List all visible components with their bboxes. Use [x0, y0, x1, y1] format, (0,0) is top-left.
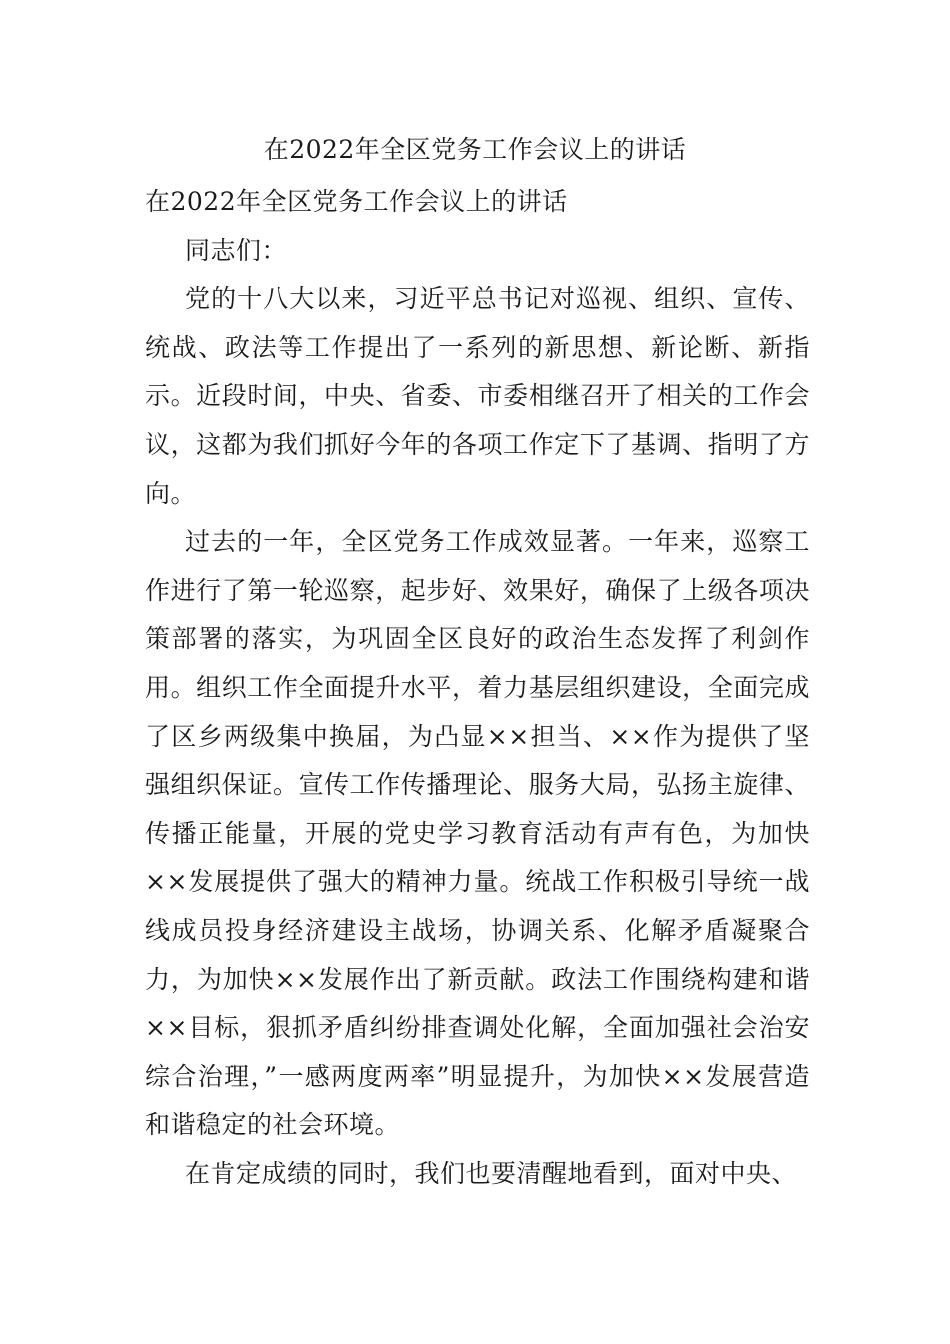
salutation: 同志们：: [185, 235, 288, 265]
document-title: 在2022年全区党务工作会议上的讲话: [263, 135, 687, 164]
document-body: [145, 178, 810, 1198]
paragraph-2: 过去的一年，全区党务工作成效显著。一年来，巡察工作进行了第一轮巡察，起步好、效果好，确保了上级各项决策部署的落实，为巩固全区良好的政治生态发挥了利剑作用。组织工作全面提升水平，着力基层组织建设，全面完成了区乡两级集中换届，为凸显××担当、××作为提供了坚强组织保证。宣传工作传播理论、服务大局，弘扬主旋律、传播正能量，开展的党史学习教育活动有声有色，为加快××发展提供了强大的精神力量。统战工作积极引导统一战线成员投身经济建设主战场，协调关系、化解矛盾凝聚合力，为加快××发展作出了新贡献。政法工作围绕构建和谐××目标，狠抓矛盾纠纷排查调处化解，全面加强社会治安综合治理，”一感两度两率”明显提升，为加快××发展营造和谐稳定的社会环境。: [145, 527, 810, 1140]
document-subtitle: 在2022年全区党务工作会议上的讲话: [145, 187, 568, 216]
paragraph-1: 党的十八大以来，习近平总书记对巡视、组织、宣传、统战、政法等工作提出了一系列的新思想、新论断、新指示。近段时间，中央、省委、市委相继召开了相关的工作会议，这都为我们抓好今年的各项工作定下了基调、指明了方向。: [145, 284, 810, 508]
paragraph-3: 在肯定成绩的同时，我们也要清醒地看到，面对中央、: [185, 1158, 798, 1188]
